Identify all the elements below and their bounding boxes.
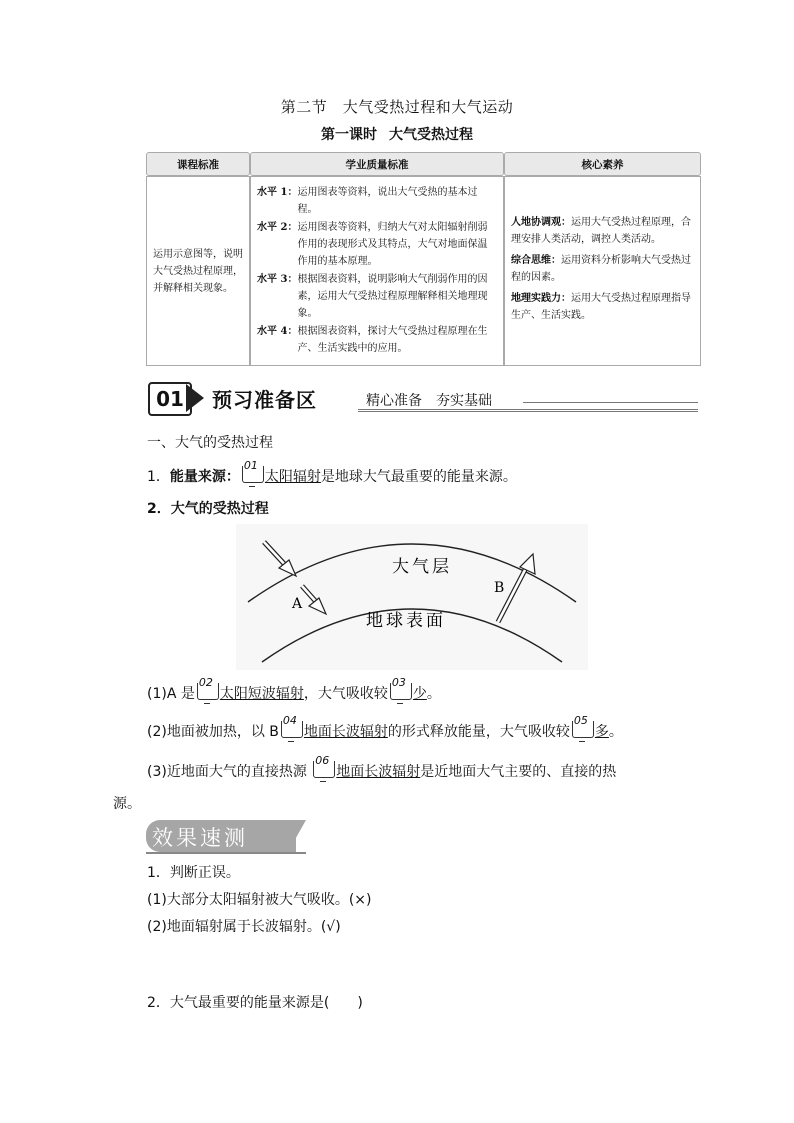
label-atmosphere: 大气层 <box>392 557 452 577</box>
answer: 地面长波辐射 <box>303 724 388 740</box>
header-quality: 学业质量标准 <box>250 152 504 176</box>
blank-slot: 03 <box>390 683 412 700</box>
blank-slot: 02 <box>197 683 219 700</box>
question-1b: (2)地面辐射属于长波辐射。(√) <box>147 919 341 935</box>
label-surface: 地球表面 <box>366 611 446 631</box>
blank-slot: 01 <box>242 466 264 483</box>
level-item: 水平 1： 运用图表等资料，说出大气受热的基本过程。 <box>257 187 478 215</box>
header-literacy: 核心素养 <box>504 152 701 176</box>
diagram-background <box>236 524 588 670</box>
label-b: B <box>494 580 505 596</box>
quick-test-title: 效果速测 <box>152 826 248 850</box>
banner-arrow-icon <box>186 384 204 412</box>
question-2: 2．大气最重要的能量来源是( ) <box>147 995 363 1011</box>
answer: 少 <box>412 686 427 702</box>
blank-slot: 06 <box>313 761 335 778</box>
fill-item-1: (1)A 是 02 太阳短波辐射，大气吸收较 03 少。 <box>147 676 441 702</box>
section-title: 第二节 大气受热过程和大气运动 <box>280 98 514 116</box>
banner-subtitle: 精心准备 夯实基础 <box>366 393 492 409</box>
standards-table <box>146 152 701 366</box>
lesson-title <box>0 124 794 144</box>
literacy-item: 综合思维：运用资料分析影响大气受热过程的因素。 <box>511 255 691 283</box>
lesson-part: 第一课时 <box>321 127 377 143</box>
curriculum-cell: 运用示意图等，说明大气受热过程原理，并解释相关现象。 <box>146 176 250 366</box>
process-heading: 2．大气的受热过程 <box>147 501 269 517</box>
label-a: A <box>292 596 303 612</box>
banner-rule <box>358 409 698 412</box>
banner-number: 01 <box>148 382 192 416</box>
question-1: 1．判断正误。 <box>147 865 240 881</box>
quick-test-header <box>146 820 306 854</box>
literacy-item: 地理实践力：运用大气受热过程原理指导生产、生活实践。 <box>511 293 691 321</box>
blank-slot: 04 <box>281 721 303 738</box>
banner-rule <box>523 402 698 403</box>
level-item: 水平 4： 根据图表资料，探讨大气受热过程原理在生产、生活实践中的应用。 <box>257 326 488 354</box>
section-heading: 一、大气的受热过程 <box>147 435 273 451</box>
energy-source-line: 1．能量来源： 01 太阳辐射是地球大气最重要的能量来源。 <box>147 459 517 485</box>
literacy-cell <box>504 176 701 366</box>
question-1a: (1)大部分太阳辐射被大气吸收。(×) <box>147 892 372 908</box>
heating-process-diagram <box>236 524 588 670</box>
header-curriculum: 课程标准 <box>146 152 250 176</box>
answer: 太阳辐射 <box>264 469 321 485</box>
fill-item-3-continued: 源。 <box>113 796 141 812</box>
blank-slot: 05 <box>572 721 594 738</box>
fill-item-3: (3)近地面大气的直接热源 06 地面长波辐射是近地面大气主要的、直接的热 <box>147 754 617 780</box>
quality-cell <box>250 176 504 366</box>
level-item: 水平 2： 运用图表等资料，归纳大气对太阳辐射削弱作用的表现形式及其特点，大气对地面保温作用的基本原理。 <box>257 222 488 267</box>
level-item: 水平 3： 根据图表资料，说明影响大气削弱作用的因素，运用大气受热过程原理解释相关地理现象。 <box>257 274 488 319</box>
banner-title: 预习准备区 <box>212 388 317 412</box>
answer: 地面长波辐射 <box>336 764 421 780</box>
preview-banner <box>148 382 700 414</box>
lesson-name: 大气受热过程 <box>389 127 473 143</box>
answer: 太阳短波辐射 <box>219 686 304 702</box>
answer: 多 <box>594 724 609 740</box>
fill-item-2: (2)地面被加热，以 B 04 地面长波辐射的形式释放能量，大气吸收较 05 多。 <box>147 714 623 740</box>
literacy-item: 人地协调观：运用大气受热过程原理，合理安排人类活动，调控人类活动。 <box>511 217 691 245</box>
